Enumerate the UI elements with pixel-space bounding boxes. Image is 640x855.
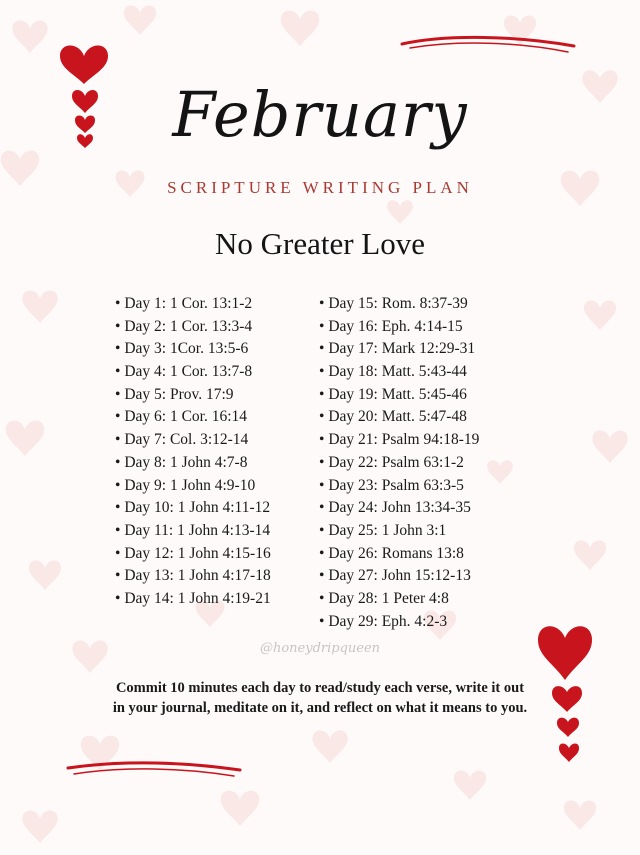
hearts-stack-bottom-right bbox=[536, 618, 594, 774]
list-item: • Day 14: 1 John 4:19-21 bbox=[115, 588, 271, 611]
list-item: • Day 29: Eph. 4:2-3 bbox=[319, 611, 479, 634]
list-item: • Day 12: 1 John 4:15-16 bbox=[115, 543, 271, 566]
list-item: • Day 9: 1 John 4:9-10 bbox=[115, 475, 271, 498]
plan-heading: No Greater Love bbox=[214, 226, 425, 261]
watermark-handle: @honeydripqueen bbox=[259, 641, 381, 656]
list-item: • Day 19: Matt. 5:45-46 bbox=[319, 384, 479, 407]
list-item: • Day 21: Psalm 94:18-19 bbox=[319, 429, 479, 452]
heart-icon bbox=[75, 116, 95, 134]
swash-line-top-right bbox=[398, 30, 578, 62]
list-item: • Day 26: Romans 13:8 bbox=[319, 543, 479, 566]
list-item: • Day 23: Psalm 63:3-5 bbox=[319, 475, 479, 498]
page-title: February bbox=[172, 78, 468, 151]
footer-line: Commit 10 minutes each day to read/study each verse, write it out bbox=[115, 680, 525, 696]
reading-list-right bbox=[319, 293, 479, 633]
list-item: • Day 22: Psalm 63:1-2 bbox=[319, 452, 479, 475]
list-item: • Day 20: Matt. 5:47-48 bbox=[319, 406, 479, 429]
list-item: • Day 16: Eph. 4:14-15 bbox=[319, 316, 479, 339]
heart-icon bbox=[557, 718, 579, 737]
list-item: • Day 17: Mark 12:29-31 bbox=[319, 338, 479, 361]
heart-icon bbox=[559, 744, 579, 763]
list-item: • Day 1: 1 Cor. 13:1-2 bbox=[115, 293, 271, 316]
footer-instructions bbox=[80, 678, 560, 718]
list-item: • Day 7: Col. 3:12-14 bbox=[115, 429, 271, 452]
list-item: • Day 18: Matt. 5:43-44 bbox=[319, 361, 479, 384]
heart-icon bbox=[538, 626, 592, 680]
heart-icon bbox=[60, 46, 108, 85]
list-item: • Day 8: 1 John 4:7-8 bbox=[115, 452, 271, 475]
hearts-stack-top-left bbox=[58, 38, 110, 150]
list-item: • Day 15: Rom. 8:37-39 bbox=[319, 293, 479, 316]
list-item: • Day 11: 1 John 4:13-14 bbox=[115, 520, 271, 543]
list-item: • Day 25: 1 John 3:1 bbox=[319, 520, 479, 543]
list-item: • Day 13: 1 John 4:17-18 bbox=[115, 565, 271, 588]
heart-icon bbox=[552, 686, 582, 712]
list-item: • Day 3: 1Cor. 13:5-6 bbox=[115, 338, 271, 361]
page-subtitle: SCRIPTURE WRITING PLAN bbox=[167, 178, 473, 197]
reading-list-left bbox=[115, 293, 271, 611]
swash-line-bottom-left bbox=[64, 750, 244, 782]
list-item: • Day 2: 1 Cor. 13:3-4 bbox=[115, 316, 271, 339]
list-item: • Day 6: 1 Cor. 16:14 bbox=[115, 406, 271, 429]
heart-icon bbox=[72, 90, 98, 113]
list-item: • Day 24: John 13:34-35 bbox=[319, 497, 479, 520]
list-item: • Day 27: John 15:12-13 bbox=[319, 565, 479, 588]
list-item: • Day 4: 1 Cor. 13:7-8 bbox=[115, 361, 271, 384]
list-item: • Day 10: 1 John 4:11-12 bbox=[115, 497, 271, 520]
list-item: • Day 5: Prov. 17:9 bbox=[115, 384, 271, 407]
list-item: • Day 28: 1 Peter 4:8 bbox=[319, 588, 479, 611]
footer-line: in your journal, meditate on it, and reflect on what it means to you. bbox=[112, 700, 528, 716]
heart-icon bbox=[77, 134, 93, 148]
